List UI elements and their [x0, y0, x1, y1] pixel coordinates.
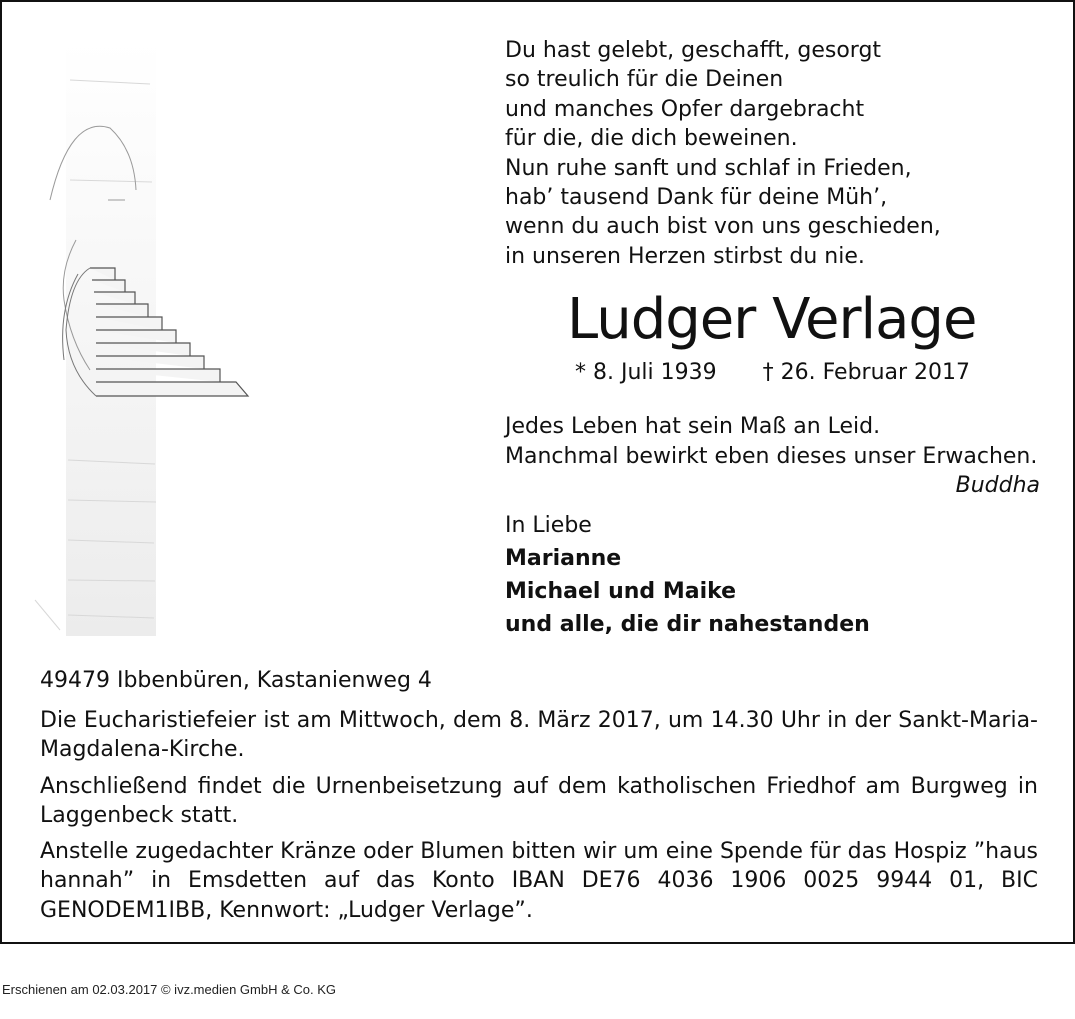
burial-text: Anschließend findet die Urnenbeisetzung auf dem katholischen Friedhof am Burgweg in Laggenbeck statt. [40, 773, 1038, 828]
quote-line: Manchmal bewirkt eben dieses unser Erwachen. [505, 443, 1038, 469]
staircase-illustration [30, 40, 255, 636]
quote-author: Buddha [955, 473, 1040, 498]
poem-line: hab’ tausend Dank für deine Müh’, [505, 185, 888, 211]
poem-line: und manches Opfer dargebracht [505, 96, 865, 122]
death-date: † 26. Februar 2017 [762, 360, 971, 385]
address: 49479 Ibbenbüren, Kastanienweg 4 [40, 668, 432, 693]
mourners-intro: In Liebe [505, 513, 592, 538]
poem [505, 36, 1045, 271]
mourners [505, 509, 870, 641]
mourner-name: Michael und Maike [505, 579, 737, 604]
poem-line: Nun ruhe sanft und schlaf in Frieden, [505, 155, 912, 181]
birth-date: * 8. Juli 1939 [575, 360, 717, 385]
quote-line: Jedes Leben hat sein Maß an Leid. [505, 414, 881, 439]
mourner-name: und alle, die dir nahestanden [505, 612, 870, 637]
life-dates [575, 360, 970, 385]
poem-line: für die, die dich beweinen. [505, 126, 798, 152]
publication-footer: Erschienen am 02.03.2017 © ivz.medien GmbH & Co. KG [2, 982, 337, 997]
donation-text: Anstelle zugedachter Kränze oder Blumen bitten wir um eine Spende für das Hospiz ”haus hannah” in Emsdetten auf das Konto IBAN DE76 4036 1906 0025 9944 01, BIC GENODEM1IBB, Kennwort: „Ludger Verlage”. [40, 839, 1038, 923]
poem-line: in unseren Herzen stirbst du nie. [505, 243, 865, 269]
ceremony-text: Die Eucharistiefeier ist am Mittwoch, dem 8. März 2017, um 14.30 Uhr in der Sankt-Maria-Magdalena-Kirche. [40, 708, 1038, 763]
mourner-name: Marianne [505, 546, 622, 571]
poem-line: wenn du auch bist von uns geschieden, [505, 214, 941, 240]
funeral-info [40, 706, 1038, 932]
deceased-name: Ludger Verlage [567, 287, 977, 352]
poem-line: so treulich für die Deinen [505, 67, 784, 93]
poem-line: Du hast gelebt, geschafft, gesorgt [505, 38, 882, 63]
quote [505, 412, 1040, 501]
